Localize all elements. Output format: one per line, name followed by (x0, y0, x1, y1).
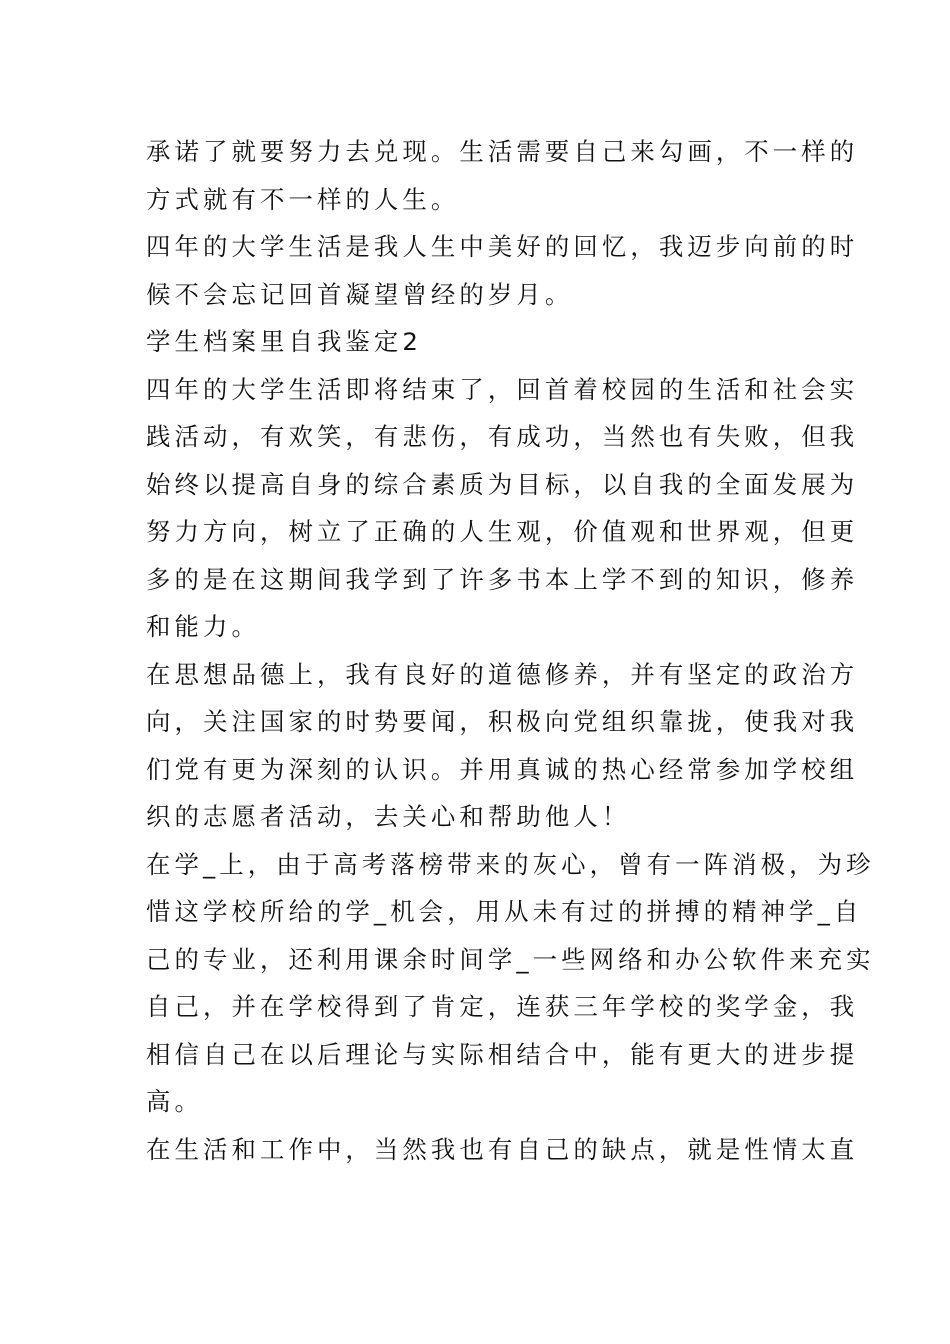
text-line-16: 在学_上，由于高考落榜带来的灰心，曾有一阵消极，为珍 (146, 849, 875, 879)
text-line-19: 自己，并在学校得到了肯定，连获三年学校的奖学金，我 (146, 992, 859, 1021)
text-line-18: 己的专业，还利用课余时间学_一些网络和办公软件来充实 (146, 944, 875, 974)
document-body (146, 128, 875, 1173)
text-line-11: 和能力。 (146, 612, 260, 641)
text-line-4: 候不会忘记回首凝望曾经的岁月。 (146, 279, 574, 309)
text-line-3: 四年的大学生活是我人生中美好的回忆，我迈步向前的时 (146, 232, 859, 261)
text-line-8: 始终以提高自身的综合素质为目标，以自我的全面发展为 (146, 469, 859, 499)
text-line-15: 织的志愿者活动，去关心和帮助他人！ (146, 802, 631, 831)
text-line-7: 践活动，有欢笑，有悲伤，有成功，当然也有失败，但我 (146, 422, 859, 451)
text-line-6: 四年的大学生活即将结束了，回首着校园的生活和社会实 (146, 374, 859, 404)
text-line-20: 相信自己在以后理论与实际相结合中，能有更大的进步提 (146, 1039, 859, 1069)
text-line-22: 在生活和工作中，当然我也有自己的缺点，就是性情太直 (146, 1134, 859, 1164)
text-line-10: 多的是在这期间我学到了许多书本上学不到的知识，修养 (146, 564, 859, 594)
text-line-17: 惜这学校所给的学_机会，用从未有过的拼搏的精神学_自 (146, 897, 863, 926)
text-line-21: 高。 (146, 1087, 203, 1116)
text-line-13: 向，关注国家的时势要闻，积极向党组织靠拢，使我对我 (146, 707, 859, 736)
text-line-9: 努力方向，树立了正确的人生观，价值观和世界观，但更 (146, 517, 859, 546)
text-line-1: 承诺了就要努力去兑现。生活需要自己来勾画，不一样的 (146, 137, 859, 166)
text-line-2: 方式就有不一样的人生。 (146, 184, 460, 214)
text-line-12: 在思想品德上，我有良好的道德修养，并有坚定的政治方 (146, 659, 859, 689)
text-line-14: 们党有更为深刻的认识。并用真诚的热心经常参加学校组 (146, 754, 859, 784)
section-heading: 学生档案里自我鉴定2 (146, 327, 423, 356)
